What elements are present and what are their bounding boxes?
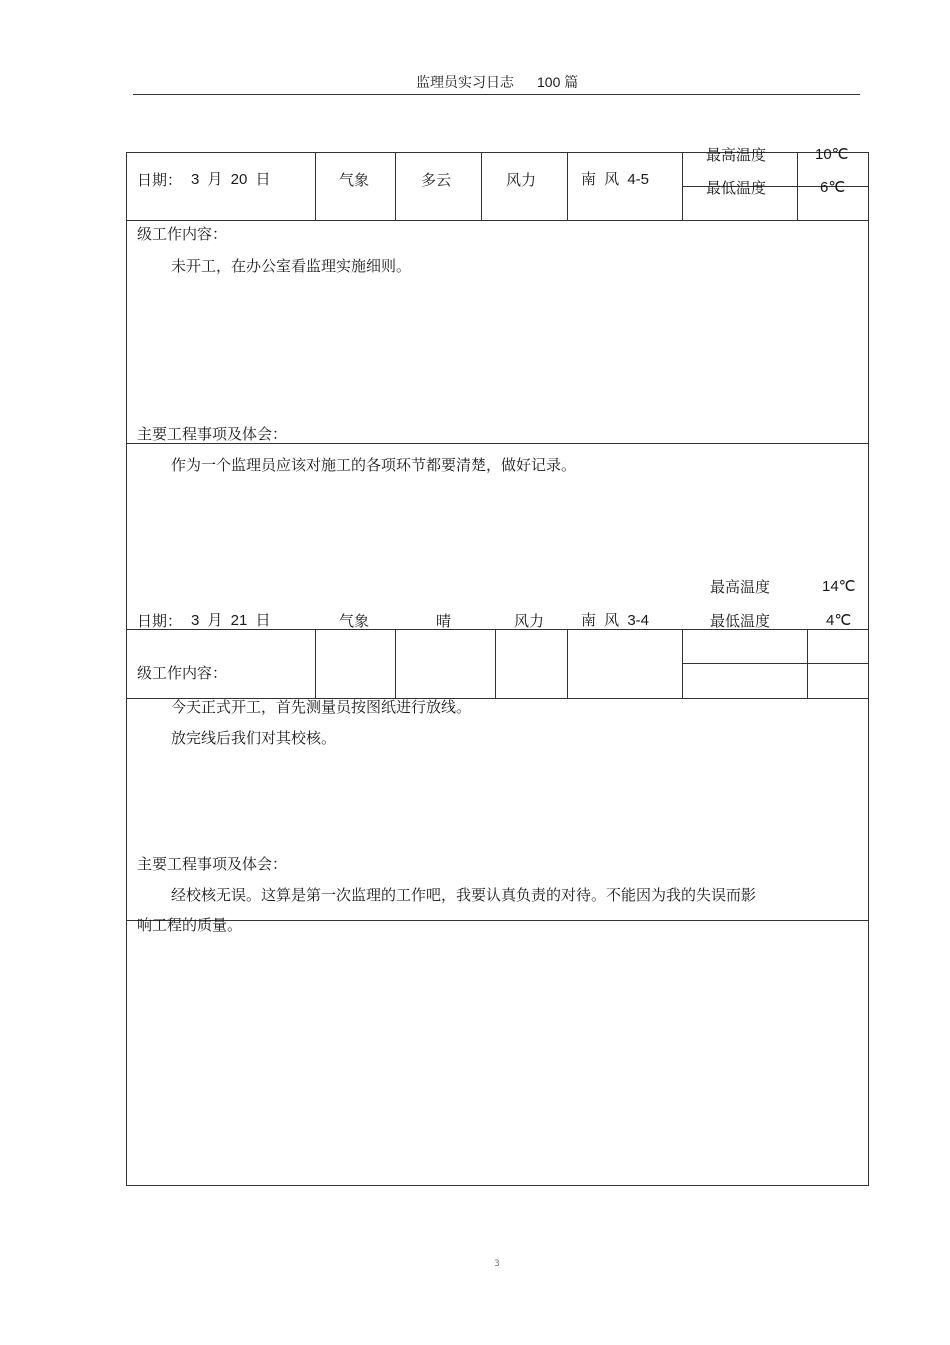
weather-value: 晴 [436,612,452,630]
notes-label: 主要工程事项及体会： [137,855,288,873]
divider [315,629,316,698]
work-content-text-line-2: 放完线后我们对其校核。 [171,729,337,747]
date-value: 3 月 20 日 [191,171,271,188]
work-content-label: 级工作内容： [137,225,228,243]
notes-text-line-2: 响工程的质量。 [137,916,243,934]
weather-label: 气象 [339,612,370,630]
min-temp-label: 最低温度 [706,179,767,197]
date-value: 3 月 21 日 [191,612,271,629]
notes-text-line-1: 经校核无误。这算是第一次监理的工作吧，我要认真负责的对待。不能因为我的失误而影 [171,886,757,904]
min-temp-label: 最低温度 [710,612,771,630]
max-temp-label: 最高温度 [706,146,767,164]
weather-label: 气象 [339,171,370,189]
divider [567,629,568,698]
weather-value: 多云 [421,171,452,189]
header-title: 监理员实习日志 [416,75,514,91]
table-border-bottom [126,1185,869,1186]
divider [682,663,868,664]
divider [567,152,568,220]
header-count: 100 篇 [537,74,579,90]
divider [315,152,316,220]
divider [395,629,396,698]
divider [495,629,496,698]
page-number: 3 [494,1259,500,1269]
work-content-label: 级工作内容： [137,664,228,682]
wind-value: 南 风 3-4 [581,612,650,629]
max-temp-value: 14℃ [822,578,856,595]
notes-label: 主要工程事项及体会： [137,425,288,443]
work-content-text-line-1: 今天正式开工，首先测量员按图纸进行放线。 [171,698,472,716]
divider [481,152,482,220]
divider [126,220,869,221]
wind-value: 南 风 4-5 [581,171,650,188]
max-temp-value: 10℃ [815,146,849,163]
divider [395,152,396,220]
date-label: 日期： [137,171,183,189]
header-rule [133,94,860,95]
wind-label: 风力 [506,171,537,189]
work-content-text: 未开工，在办公室看监理实施细则。 [171,257,412,275]
table-border-right [868,152,869,1186]
table-border-left [126,152,127,1186]
max-temp-label: 最高温度 [710,578,771,596]
date-label: 日期： [137,612,183,630]
min-temp-value: 4℃ [826,612,852,629]
wind-label: 风力 [514,612,545,630]
notes-text: 作为一个监理员应该对施工的各项环节都要清楚，做好记录。 [171,456,577,474]
min-temp-value: 6℃ [820,179,846,196]
divider [126,443,869,444]
